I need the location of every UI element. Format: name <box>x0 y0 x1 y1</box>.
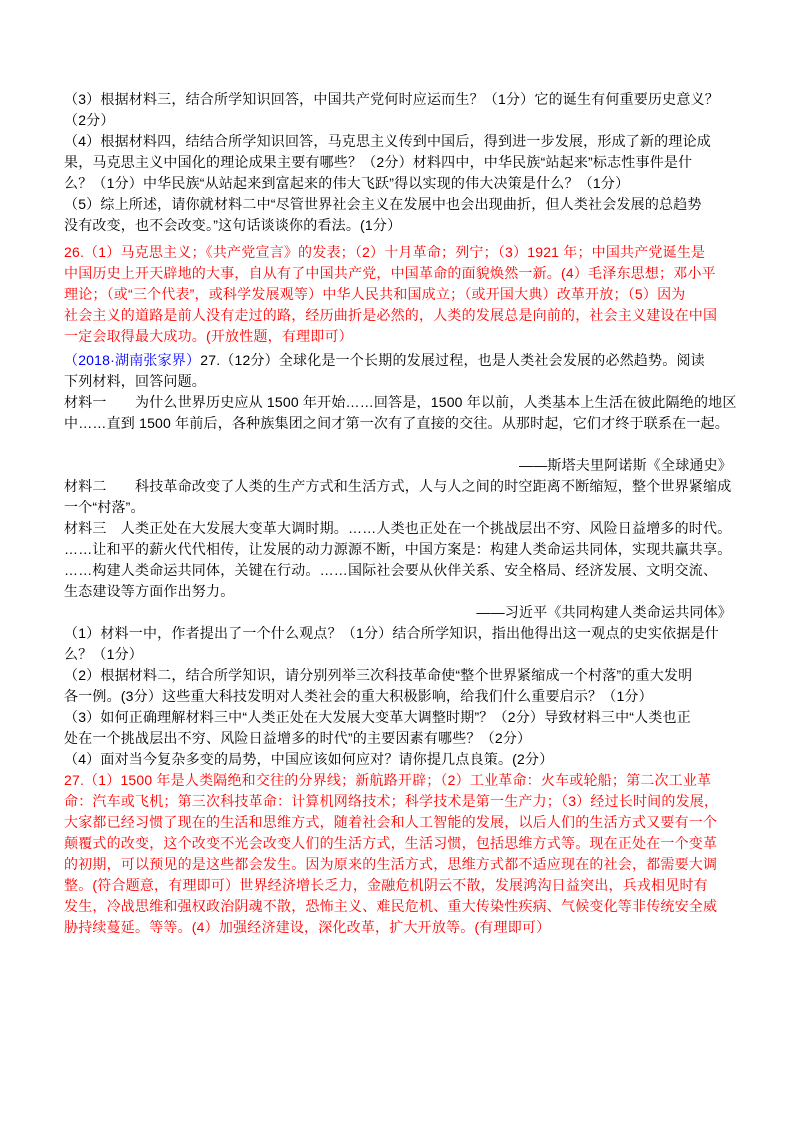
text-segment-red: 26.（1）马克思主义；《共产党宣言》的发表；（2）十月革命；列宁；（3）1921 年；中国共产党诞生是 <box>64 244 706 260</box>
document-line <box>64 263 732 284</box>
text-segment-red: 大家都已经习惯了现在的生活和思维方式，随着社会和人工智能的发展，以后人们的生活方式又要有一个 <box>64 814 718 830</box>
document-line <box>64 497 732 518</box>
text-segment-black: （3）如何正确理解材料三中“人类正处在大发展大变革大调整时期”？（2分）导致材料三中“人类也正 <box>64 709 691 725</box>
document-line <box>64 770 732 791</box>
text-segment-black: ——习近平《共同构建人类命运共同体》 <box>476 604 732 620</box>
document-line <box>64 476 732 497</box>
document-line <box>64 518 732 539</box>
text-segment-black: 果，马克思主义中国化的理论成果主要有哪些？（2分）材料四中，中华民族“站起来”标志性事件是什 <box>64 154 693 170</box>
document-line <box>64 350 732 371</box>
text-segment-red: 整。(符合题意，有理即可）世界经济增长乏力，金融危机阴云不散，发展鸿沟日益突出，兵戎相见时有 <box>64 877 708 893</box>
text-segment-black: ……让和平的薪火代代相传，让发展的动力源源不断，中国方案是：构建人类命运共同体，实现共赢共享。 <box>64 541 732 557</box>
text-segment-black: 没有改变，也不会改变。”这句话谈谈你的看法。(1分） <box>64 217 402 233</box>
text-segment-black: 材料二 科技革命改变了人类的生产方式和生活方式，人与人之间的时空距离不断缩短，整个世界紧缩成 <box>64 478 732 494</box>
text-segment-black: 生态建设等方面作出努力。 <box>64 583 235 599</box>
text-segment-black: ——斯塔夫里阿诺斯《全球通史》 <box>519 457 732 473</box>
text-segment-red: 一定会取得最大成功。(开放性题，有理即可） <box>64 328 353 344</box>
document-line <box>64 215 732 236</box>
text-segment-red: 颠覆式的改变，这个改变不光会改变人们的生活方式，生活习惯，包括思维方式等。现在正处在一个变革 <box>64 835 718 851</box>
document-line <box>64 728 732 749</box>
document-line <box>64 305 732 326</box>
document-line <box>64 623 732 644</box>
text-segment-black: （2）根据材料二，结合所学知识，请分别列举三次科技革命使“整个世界紧缩成一个村落”的重大发明 <box>64 667 693 683</box>
document-line <box>64 644 732 665</box>
text-segment-red: 27.（1）1500 年是人类隔绝和交往的分界线；新航路开辟；（2）工业革命：火车或轮船；第二次工业革 <box>64 772 712 788</box>
text-segment-black: （1）材料一中，作者提出了一个什么观点？（1分）结合所学知识，指出他得出这一观点的史实依据是什 <box>64 625 719 641</box>
document-line <box>64 89 732 110</box>
document-line <box>64 371 732 392</box>
document-line <box>64 581 732 602</box>
text-segment-red: 社会主义的道路是前人没有走过的路，经历曲折是必然的，人类的发展总是向前的，社会主义建设在中国 <box>64 307 718 323</box>
blank-line <box>64 434 732 455</box>
text-segment-black: （4）面对当今复杂多变的局势，中国应该如何应对？请你提几点良策。(2分） <box>64 751 554 767</box>
document-line <box>64 284 732 305</box>
document-line <box>64 242 732 263</box>
document-line <box>64 875 732 896</box>
text-segment-red: 命：汽车或飞机；第三次科技革命：计算机网络技术；科学技术是第一生产力；（3）经过长时间的发展， <box>64 793 719 809</box>
document-line <box>64 833 732 854</box>
document-line <box>64 194 732 215</box>
document-line <box>64 749 732 770</box>
text-segment-red: 理论；（或“三个代表”，或科学发展观等）中华人民共和国成立；（或开国大典）改革开放；（5）因为 <box>64 286 686 302</box>
document-line <box>64 602 732 623</box>
text-segment-black: （2分） <box>64 112 115 128</box>
document-line <box>64 131 732 152</box>
text-segment-black: 下列材料，回答问题。 <box>64 373 206 389</box>
text-segment-black: （4）根据材料四，结结合所学知识回答，马克思主义传到中国后，得到进一步发展，形成了新的理论成 <box>64 133 711 149</box>
text-segment-red: 胁持续蔓延。等等。(4）加强经济建设，深化改革，扩大开放等。(有理即可） <box>64 919 551 935</box>
text-segment-black: 么？（1分） <box>64 646 143 662</box>
text-segment-red: 中国历史上开天辟地的大事，自从有了中国共产党，中国革命的面貌焕然一新。(4）毛泽东思想；邓小平 <box>64 265 716 281</box>
text-segment-red: 发生，冷战思维和强权政治阴魂不散，恐怖主义、难民危机、重大传染性疾病、气候变化等非传统安全威 <box>64 898 718 914</box>
document-line <box>64 665 732 686</box>
text-segment-black: 材料三 人类正处在大发展大变革大调时期。……人类也正处在一个挑战层出不穷、风险日益增多的时代。 <box>64 520 732 536</box>
document-line <box>64 791 732 812</box>
document-line <box>64 152 732 173</box>
text-segment-black: 么？（1分）中华民族“从站起来到富起来的伟大飞跃”得以实现的伟大决策是什么？（1分） <box>64 175 630 191</box>
document-lines <box>64 89 737 938</box>
text-segment-black: （3）根据材料三，结合所学知识回答，中国共产党何时应运而生？（1分）它的诞生有何重要历史意义？ <box>64 91 719 107</box>
document-line <box>64 413 732 434</box>
text-segment-red: 的初期，可以预见的是这些都会发生。因为原来的生活方式，思维方式都不适应现在的社会，都需要大调 <box>64 856 718 872</box>
document-line <box>64 896 732 917</box>
document-line <box>64 539 732 560</box>
document-line <box>64 560 732 581</box>
document-line <box>64 812 732 833</box>
text-segment-blue: （2018·湖南张家界） <box>64 352 201 368</box>
text-segment-black: 各一例。(3分）这些重大科技发明对人类社会的重大积极影响，给我们什么重要启示？（1分） <box>64 688 653 704</box>
text-segment-black: 一个“村落”。 <box>64 499 145 515</box>
text-segment-black: ……构建人类命运共同体，关键在行动。……国际社会要从伙伴关系、安全格局、经济发展、文明交流、 <box>64 562 718 578</box>
text-segment-black: 材料一 为什么世界历史应从 1500 年开始……回答是，1500 年以前，人类基本上生活在彼此隔绝的地区 <box>64 394 737 410</box>
document-line <box>64 707 732 728</box>
document-line <box>64 326 732 347</box>
document-line <box>64 392 737 413</box>
document-line <box>64 686 732 707</box>
text-segment-black: 中……直到 1500 年前后，各种族集团之间才第一次有了直接的交往。从那时起，它们才终于联系在一起。 <box>64 415 729 431</box>
text-segment-black: （5）综上所述，请你就材料二中“尽管世界社会主义在发展中也会出现曲折，但人类社会发展的总趋势 <box>64 196 702 212</box>
document-line <box>64 110 732 131</box>
document-line <box>64 854 732 875</box>
text-segment-black: 处在一个挑战层出不穷、风险日益增多的时代”的主要因素有哪些？（2分） <box>64 730 532 746</box>
document-line <box>64 917 732 938</box>
text-segment-black: 27.（12分）全球化是一个长期的发展过程，也是人类社会发展的必然趋势。阅读 <box>200 352 705 368</box>
document-line <box>64 173 732 194</box>
document-line <box>64 455 732 476</box>
